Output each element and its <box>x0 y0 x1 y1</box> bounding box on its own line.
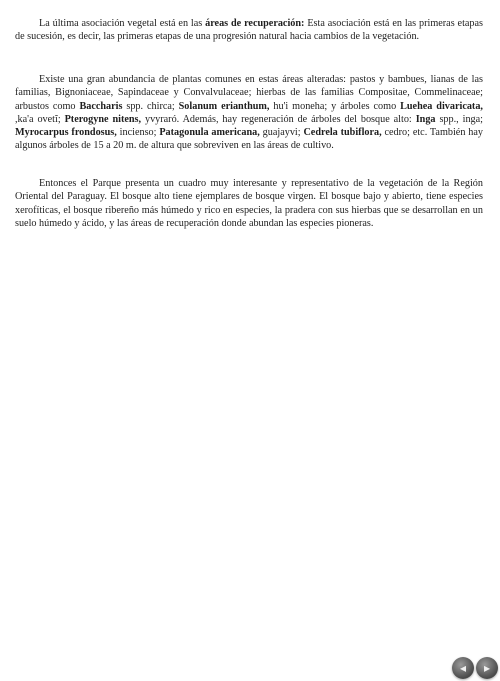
text-run: spp., inga; <box>435 113 483 125</box>
bold-term: Myrocarpus frondosus, <box>15 127 117 139</box>
paragraph-park-summary <box>15 177 483 230</box>
text-run: La última asociación vegetal está en las <box>39 18 206 29</box>
arrow-left-icon: ◂ <box>459 661 467 675</box>
bold-term: Solanum erianthum, <box>178 100 270 112</box>
bold-term: áreas de recuperación: <box>205 18 305 29</box>
text-run: spp. chirca; <box>122 100 179 112</box>
bold-term: Baccharis <box>79 100 123 112</box>
text-run: yvyraró. Además, hay regeneración de árboles del bosque alto: <box>141 113 416 125</box>
text-run: ,ka'a ovetĩ; <box>15 113 65 125</box>
text-run: cedro; etc. También hay algunos árboles de 15 a 20 m. de altura que sobreviven en las áreas de cultivo. <box>15 127 483 152</box>
paragraph-recovery-areas <box>15 17 483 44</box>
bold-term: Cedrela tubiflora, <box>303 127 382 139</box>
bold-term: Luehea divaricata, <box>400 100 483 112</box>
text-run: Entonces el Parque presenta un cuadro muy interesante y representativo de la vegetación de la Región Oriental del Paraguay. El bosque alto tiene ejemplares de bosque virgen. El bosque bajo y abierto, tiene especies xerofíticas, el bosque ribereño más húmedo y rico en especies, la pradera con sus hierbas que se desarrollan en un suelo húmedo y ácido, y las áreas de recuperación donde abundan las especies pioneras. <box>15 178 483 229</box>
arrow-right-icon: ▸ <box>483 661 491 675</box>
previous-page-button[interactable] <box>452 657 474 679</box>
paragraph-common-plants <box>15 73 483 153</box>
bold-term: Pterogyne nitens, <box>64 113 142 125</box>
bold-term: Inga <box>415 113 436 125</box>
bold-term: Patagonula americana, <box>159 127 260 139</box>
text-run: Esta asociación está en las primeras etapas de sucesión, es decir, las primeras etapas de una progresión natural hacia cambios de la vegetación. <box>15 18 483 43</box>
text-run: Existe una gran abundancia de plantas comunes en estas áreas alteradas: pastos y bambues, lianas de las familias, Bignoniaceae, Sapindaceae y Convalvulaceae; hierbas de las familias Compositae, Commelinaceae; arbustos como <box>15 74 483 112</box>
text-run: incienso; <box>116 127 160 139</box>
text-run: guajayvi; <box>259 127 304 139</box>
text-run: hu'i moneha; y árboles como <box>269 100 401 112</box>
next-page-button[interactable] <box>476 657 498 679</box>
